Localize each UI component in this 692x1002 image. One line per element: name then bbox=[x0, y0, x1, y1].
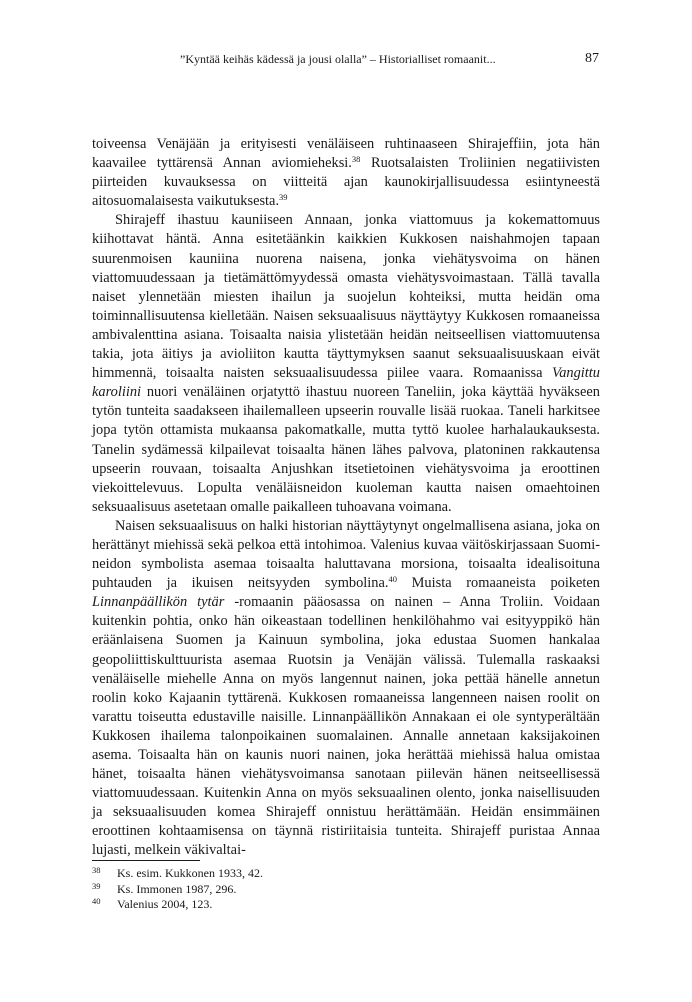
running-title: ”Kyntää keihäs kädessä ja jousi olalla” – Historialliset romaanit... bbox=[180, 52, 496, 66]
footnote-divider bbox=[92, 860, 200, 861]
body-text bbox=[92, 135, 600, 861]
text-run: toiveensa Venäjään ja erityisesti venäläiseen ruhtinaaseen Shirajeffiin, jota hän kaavailee tyttärensä Annan aviomieheksi. bbox=[92, 136, 600, 172]
text-run: -romaanin pääosassa on nainen – Anna Troliin. Voidaan kuitenkin pohtia, onko hän oikeastaan todellinen henkilöhahmo vai esityyppikö hän eräänlaisena Suomen ja Kainuun symbolina, joka edustaa Suomen hankalaa geopoliittiskulttuurista asemaa Ruotsin ja Venäjän välissä. Tulemalla raskaaksi venäläiselle miehelle Anna on myös langennut nainen, joka pettää hänelle annetun roolin koko Kajaanin tyttärenä. Kukkosen romaaneissa langenneen naisen roolit on varattu toiseutta edustaville naisille. Linnanpäällikön Annakaan ei ole syntyperältään Kukkosen ihailema talonpoikainen suomalainen. Annalle annetaan kaksijakoinen asema. Toisaalta hän on kaunis nuori nainen, joka herättää miehissä halua omistaa hänet, toisaalta hänen viehätysvoimansa sanotaan piilevän hänen neitseellisessä viattomuudessaan. Kuitenkin Anna on myös seksuaalinen olento, jonka naisellisuuden ja seksuaalisuuden komea Shirajeff onnistuu herättämään. Heidän ensimmäinen eroottinen kohtaamisensa on täynnä ristiriitaisia tunteita. Shirajeff puristaa Annaa lujasti, melkein väkivaltai- bbox=[92, 594, 600, 859]
footnote-number: 38 bbox=[92, 865, 101, 875]
footnote-text: Ks. esim. Kukkonen 1933, 42. bbox=[117, 866, 263, 880]
footnotes bbox=[92, 866, 600, 913]
footnote-number: 40 bbox=[92, 896, 101, 906]
footnote-ref: 38 bbox=[351, 154, 361, 165]
page-number: 87 bbox=[585, 51, 599, 66]
footnote-text: Valenius 2004, 123. bbox=[117, 897, 213, 911]
text-run: Muista romaaneista poiketen bbox=[396, 575, 601, 592]
footnote-text: Ks. Immonen 1987, 296. bbox=[117, 881, 237, 896]
text-run: nuori venäläinen orjatyttö ihastuu nuoreen Taneliin, joka käyttää hyväkseen tytön tunteita saadakseen ihailemalleen upseerin rouvalle lisää ruokaa. Taneli harkitsee jopa tytön ottamista mukaansa pakomatkalle, mutta tyttö kuolee harhalaukauksesta. Tanelin sydämessä kilpailevat toisaalta hänen lähes palvova, platoninen rakkautensa upseerin rouvaan, toisaalta Anjushkan itsetietoinen viehätysvoima ja eroottinen viekoittelevuus. Lopulta venäläisneidon kuoleman kautta naisen omaehtoinen seksuaalisuus asetetaan omalle paikalleen tuhoavana voimana. bbox=[92, 384, 600, 515]
footnote bbox=[92, 897, 600, 913]
footnote bbox=[92, 882, 600, 898]
book-title: Linnanpäällikön tytär bbox=[92, 594, 225, 611]
paragraph bbox=[92, 135, 600, 211]
running-header bbox=[92, 52, 602, 72]
footnote-number: 39 bbox=[92, 880, 101, 891]
text-run: Shirajeff ihastuu kauniiseen Annaan, jonka viattomuus ja kokemattomuus kiihottavat häntä. Anna esitetäänkin kaikkien Kukkosen naishahmojen tapaan suurenmoisen kauniina nuorena naisena, jonka viehätysvoima on hänen viattomuudessaan ja tietämättömyydessä omasta viehätysvoimastaan. Tällä tavalla naiset ylennetään miesten ihailun ja suojelun kohteiksi, mutta heidän oma toiminnallisuutensa kielletään. Naisen seksuaalisuus näyttäytyy Kukkosen romaaneissa ambivalenttina asiana. Toisaalta naisia ylistetään heidän neitseellisen viattomuutensa takia, jota äitiys ja avioliiton kautta täyttymyksen saanut seksuaalisuuskaan eivät himmennä, toisaalta naisten seksuaalisuudessa piilee vaara. Romaanissa bbox=[92, 212, 600, 382]
book-title: Vangittu karoliini bbox=[92, 365, 600, 401]
paragraph bbox=[92, 211, 600, 517]
text-run: Ruotsalaisten Troliinien negatiivisten piirteiden kuvauksessa on viitteitä ajan kaunokirjallisuudessa esiintyneestä aitosuomalaisesta vaikutuksesta. bbox=[92, 155, 600, 210]
text-run: Naisen seksuaalisuus on halki historian näyttäytynyt ongelmallisena asiana, joka on herättänyt miehissä sekä pelkoa että intohimoa. Valenius kuvaa väitöskirjassaan Suomi-neidon symbolista asemaa toisaalta haluttavana morsiona, toisaalta idealisoituna puhtauden ja ikuisen neitsyyden symbolina. bbox=[92, 517, 600, 592]
footnote bbox=[92, 866, 600, 882]
footnote-ref: 39 bbox=[279, 192, 288, 203]
paragraph bbox=[92, 517, 600, 861]
footnote-ref: 40 bbox=[388, 574, 397, 585]
